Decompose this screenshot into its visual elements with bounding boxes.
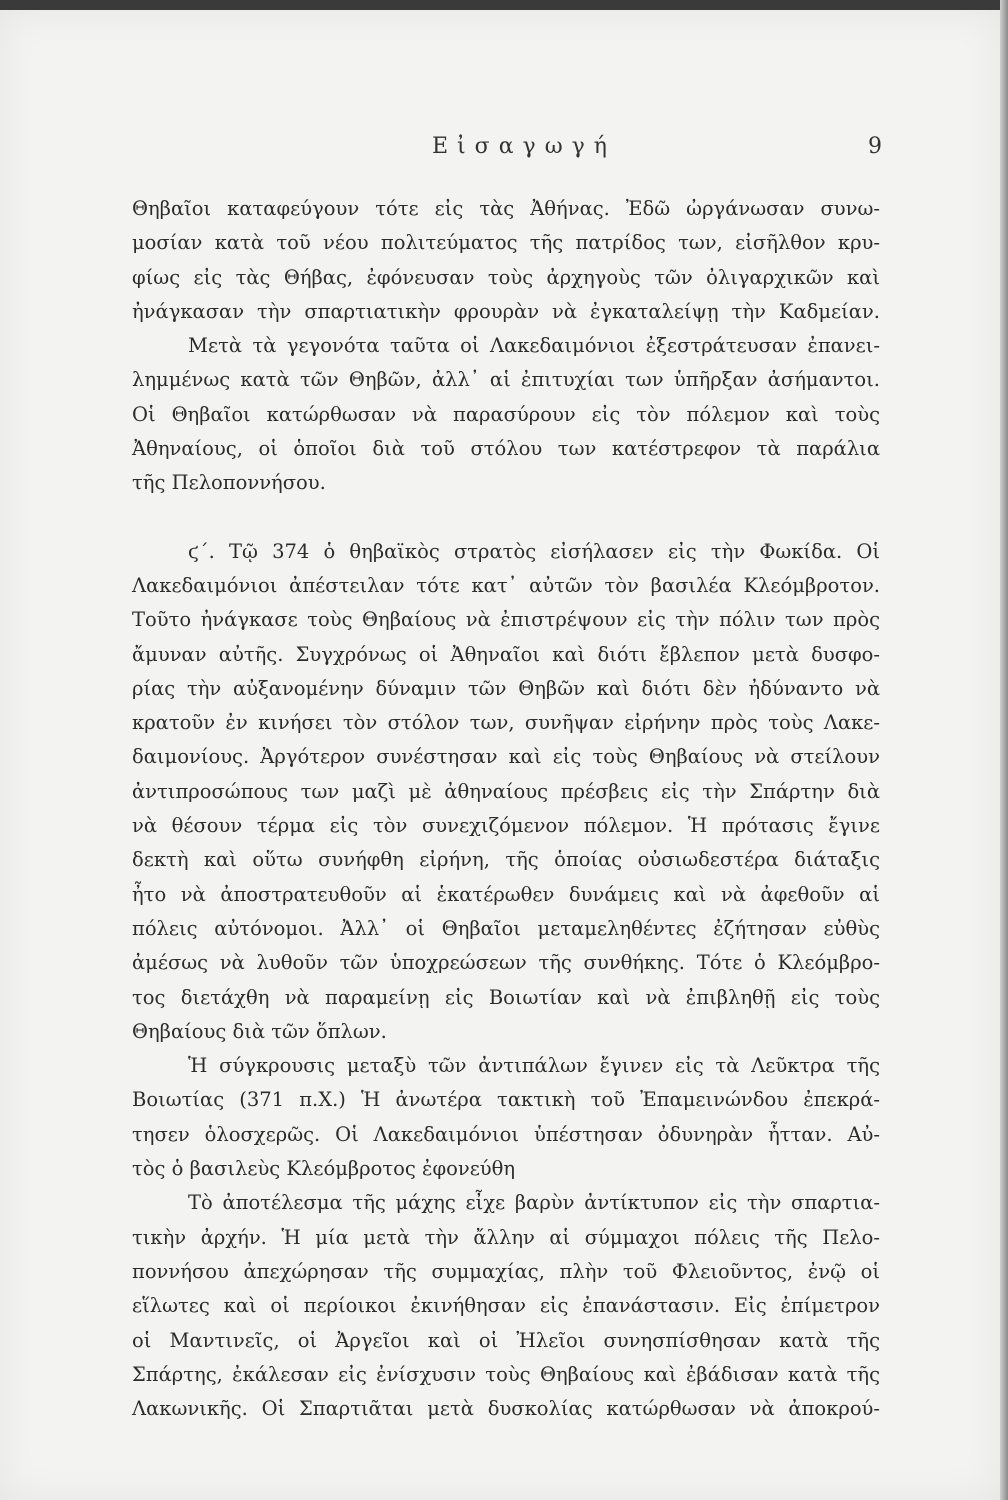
running-title: Εἰσαγωγή	[432, 134, 616, 159]
text-line: Βοιωτίας (371 π.Χ.) Ἡ ἀνωτέρα τακτικὴ τοῦ Ἐπαμεινώνδου ἐπεκρά-	[132, 1088, 880, 1112]
text-line: Λακωνικῆς. Οἱ Σπαρτιᾶται μετὰ δυσκολίας κατώρθωσαν νὰ ἀποκρού-	[132, 1397, 880, 1421]
text-line: κρατοῦν ἐν κινήσει τὸν στόλον των, συνῆψαν εἰρήνην πρὸς τοὺς Λακε-	[132, 711, 880, 735]
text-line: ἀμέσως νὰ λυθοῦν τῶν ὑποχρεώσεων τῆς συνθήκης. Τότε ὁ Κλεόμβρο-	[132, 951, 880, 975]
text-line: Ἀθηναίους, οἱ ὁποῖοι διὰ τοῦ στόλου των κατέστρεφον τὰ παράλια	[132, 437, 880, 461]
text-line: τικὴν ἀρχήν. Ἡ μία μετὰ τὴν ἄλλην αἱ σύμμαχοι πόλεις τῆς Πελο-	[132, 1225, 880, 1249]
text-line: ἀντιπροσώπους των μαζὶ μὲ ἀθηναίους πρέσβεις εἰς τὴν Σπάρτην διὰ	[132, 779, 880, 803]
text-line: οἱ Μαντινεῖς, οἱ Ἀργεῖοι καὶ οἱ Ἠλεῖοι συνησπίσθησαν κατὰ τῆς	[132, 1328, 880, 1352]
text-line: μοσίαν κατὰ τοῦ νέου πολιτεύματος τῆς πατρίδος των, εἰσῆλθον κρυ-	[132, 231, 880, 255]
text-line: ποννήσου ἀπεχώρησαν τῆς συμμαχίας, πλὴν τοῦ Φλειοῦντος, ἐνῷ οἱ	[132, 1259, 880, 1283]
text-line: νὰ θέσουν τέρμα εἰς τὸν συνεχιζόμενον πόλεμον. Ἡ πρότασις ἔγινε	[132, 814, 880, 838]
text-line: λημμένως κατὰ τῶν Θηβῶν, ἀλλ᾽ αἱ ἐπιτυχίαι των ὑπῆρξαν ἀσήμαντοι.	[132, 368, 880, 392]
page-edge-shadow	[1000, 0, 1008, 1500]
text-line: Θηβαῖοι καταφεύγουν τότε εἰς τὰς Ἀθήνας. Ἐδῶ ὠργάνωσαν συνω-	[132, 197, 880, 220]
page-header	[0, 134, 1000, 170]
text-line: φίως εἰς τὰς Θήβας, ἐφόνευσαν τοὺς ἀρχηγοὺς τῶν ὀλιγαρχικῶν καὶ	[132, 265, 880, 289]
text-line: Τοῦτο ἠνάγκασε τοὺς Θηβαίους νὰ ἐπιστρέψουν εἰς τὴν πόλιν των πρὸς	[132, 608, 880, 632]
text-line: Λακεδαιμόνιοι ἀπέστειλαν τότε κατ᾽ αὐτῶν τὸν βασιλέα Κλεόμβροτον.	[132, 573, 880, 597]
paragraph-gap	[132, 501, 880, 535]
text-line: ἠνάγκασαν τὴν σπαρτιατικὴν φρουρὰν νὰ ἐγκαταλείψῃ τὴν Καδμείαν.	[132, 299, 880, 323]
text-line: τος διετάχθη νὰ παραμείνῃ εἰς Βοιωτίαν καὶ νὰ ἐπιβληθῇ εἰς τοὺς	[132, 985, 880, 1009]
text-line: ἦτο νὰ ἀποστρατευθοῦν αἱ ἑκατέρωθεν δυνάμεις καὶ νὰ ἀφεθοῦν αἱ	[132, 882, 880, 906]
text-line: ϛ΄. Τῷ 374 ὁ θηβαϊκὸς στρατὸς εἰσήλασεν εἰς τὴν Φωκίδα. Οἱ	[188, 539, 880, 563]
text-line: δεκτὴ καὶ οὕτω συνήφθη εἰρήνη, τῆς ὁποίας οὐσιωδεστέρα διάταξις	[132, 848, 880, 872]
text-line: δαιμονίους. Ἀργότερον συνέστησαν καὶ εἰς τοὺς Θηβαίους νὰ στείλουν	[132, 745, 880, 769]
text-line: ἄμυναν αὐτῆς. Συγχρόνως οἱ Ἀθηναῖοι καὶ διότι ἔβλεπον μετὰ δυσφο-	[132, 642, 880, 666]
text-line: πόλεις αὐτόνομοι. Ἀλλ᾽ οἱ Θηβαῖοι μεταμεληθέντες ἐζήτησαν εὐθὺς	[132, 916, 880, 940]
text-line: τησεν ὁλοσχερῶς. Οἱ Λακεδαιμόνιοι ὑπέστησαν ὀδυνηρὰν ἧτταν. Αὐ-	[132, 1122, 880, 1146]
text-line: εἵλωτες καὶ οἱ περίοικοι ἐκινήθησαν εἰς ἐπανάστασιν. Εἰς ἐπίμετρον	[132, 1294, 880, 1318]
text-line: Τὸ ἀποτέλεσμα τῆς μάχης εἶχε βαρὺν ἀντίκτυπον εἰς τὴν σπαρτια-	[188, 1191, 880, 1215]
text-line: τῆς Πελοποννήσου.	[132, 471, 326, 495]
text-line: τὸς ὁ βασιλεὺς Κλεόμβροτος ἐφονεύθη	[132, 1157, 516, 1181]
book-page	[0, 10, 1000, 1500]
text-line: Θηβαίους διὰ τῶν ὅπλων.	[132, 1019, 387, 1043]
text-line: ρίας τὴν αὐξανομένην δύναμιν τῶν Θηβῶν καὶ διότι δὲν ἠδύναντο νὰ	[132, 676, 880, 700]
text-line: Μετὰ τὰ γεγονότα ταῦτα οἱ Λακεδαιμόνιοι ἐξεστράτευσαν ἐπανει-	[188, 334, 880, 358]
text-line: Ἡ σύγκρουσις μεταξὺ τῶν ἀντιπάλων ἔγινεν εἰς τὰ Λεῦκτρα τῆς	[188, 1054, 880, 1078]
page-number: 9	[868, 134, 882, 159]
text-line: Σπάρτης, ἐκάλεσαν εἰς ἐνίσχυσιν τοὺς Θηβαίους καὶ ἐβάδισαν κατὰ τῆς	[132, 1362, 880, 1386]
text-line: Οἱ Θηβαῖοι κατώρθωσαν νὰ παρασύρουν εἰς τὸν πόλεμον καὶ τοὺς	[132, 402, 880, 426]
body-text	[132, 192, 880, 1426]
